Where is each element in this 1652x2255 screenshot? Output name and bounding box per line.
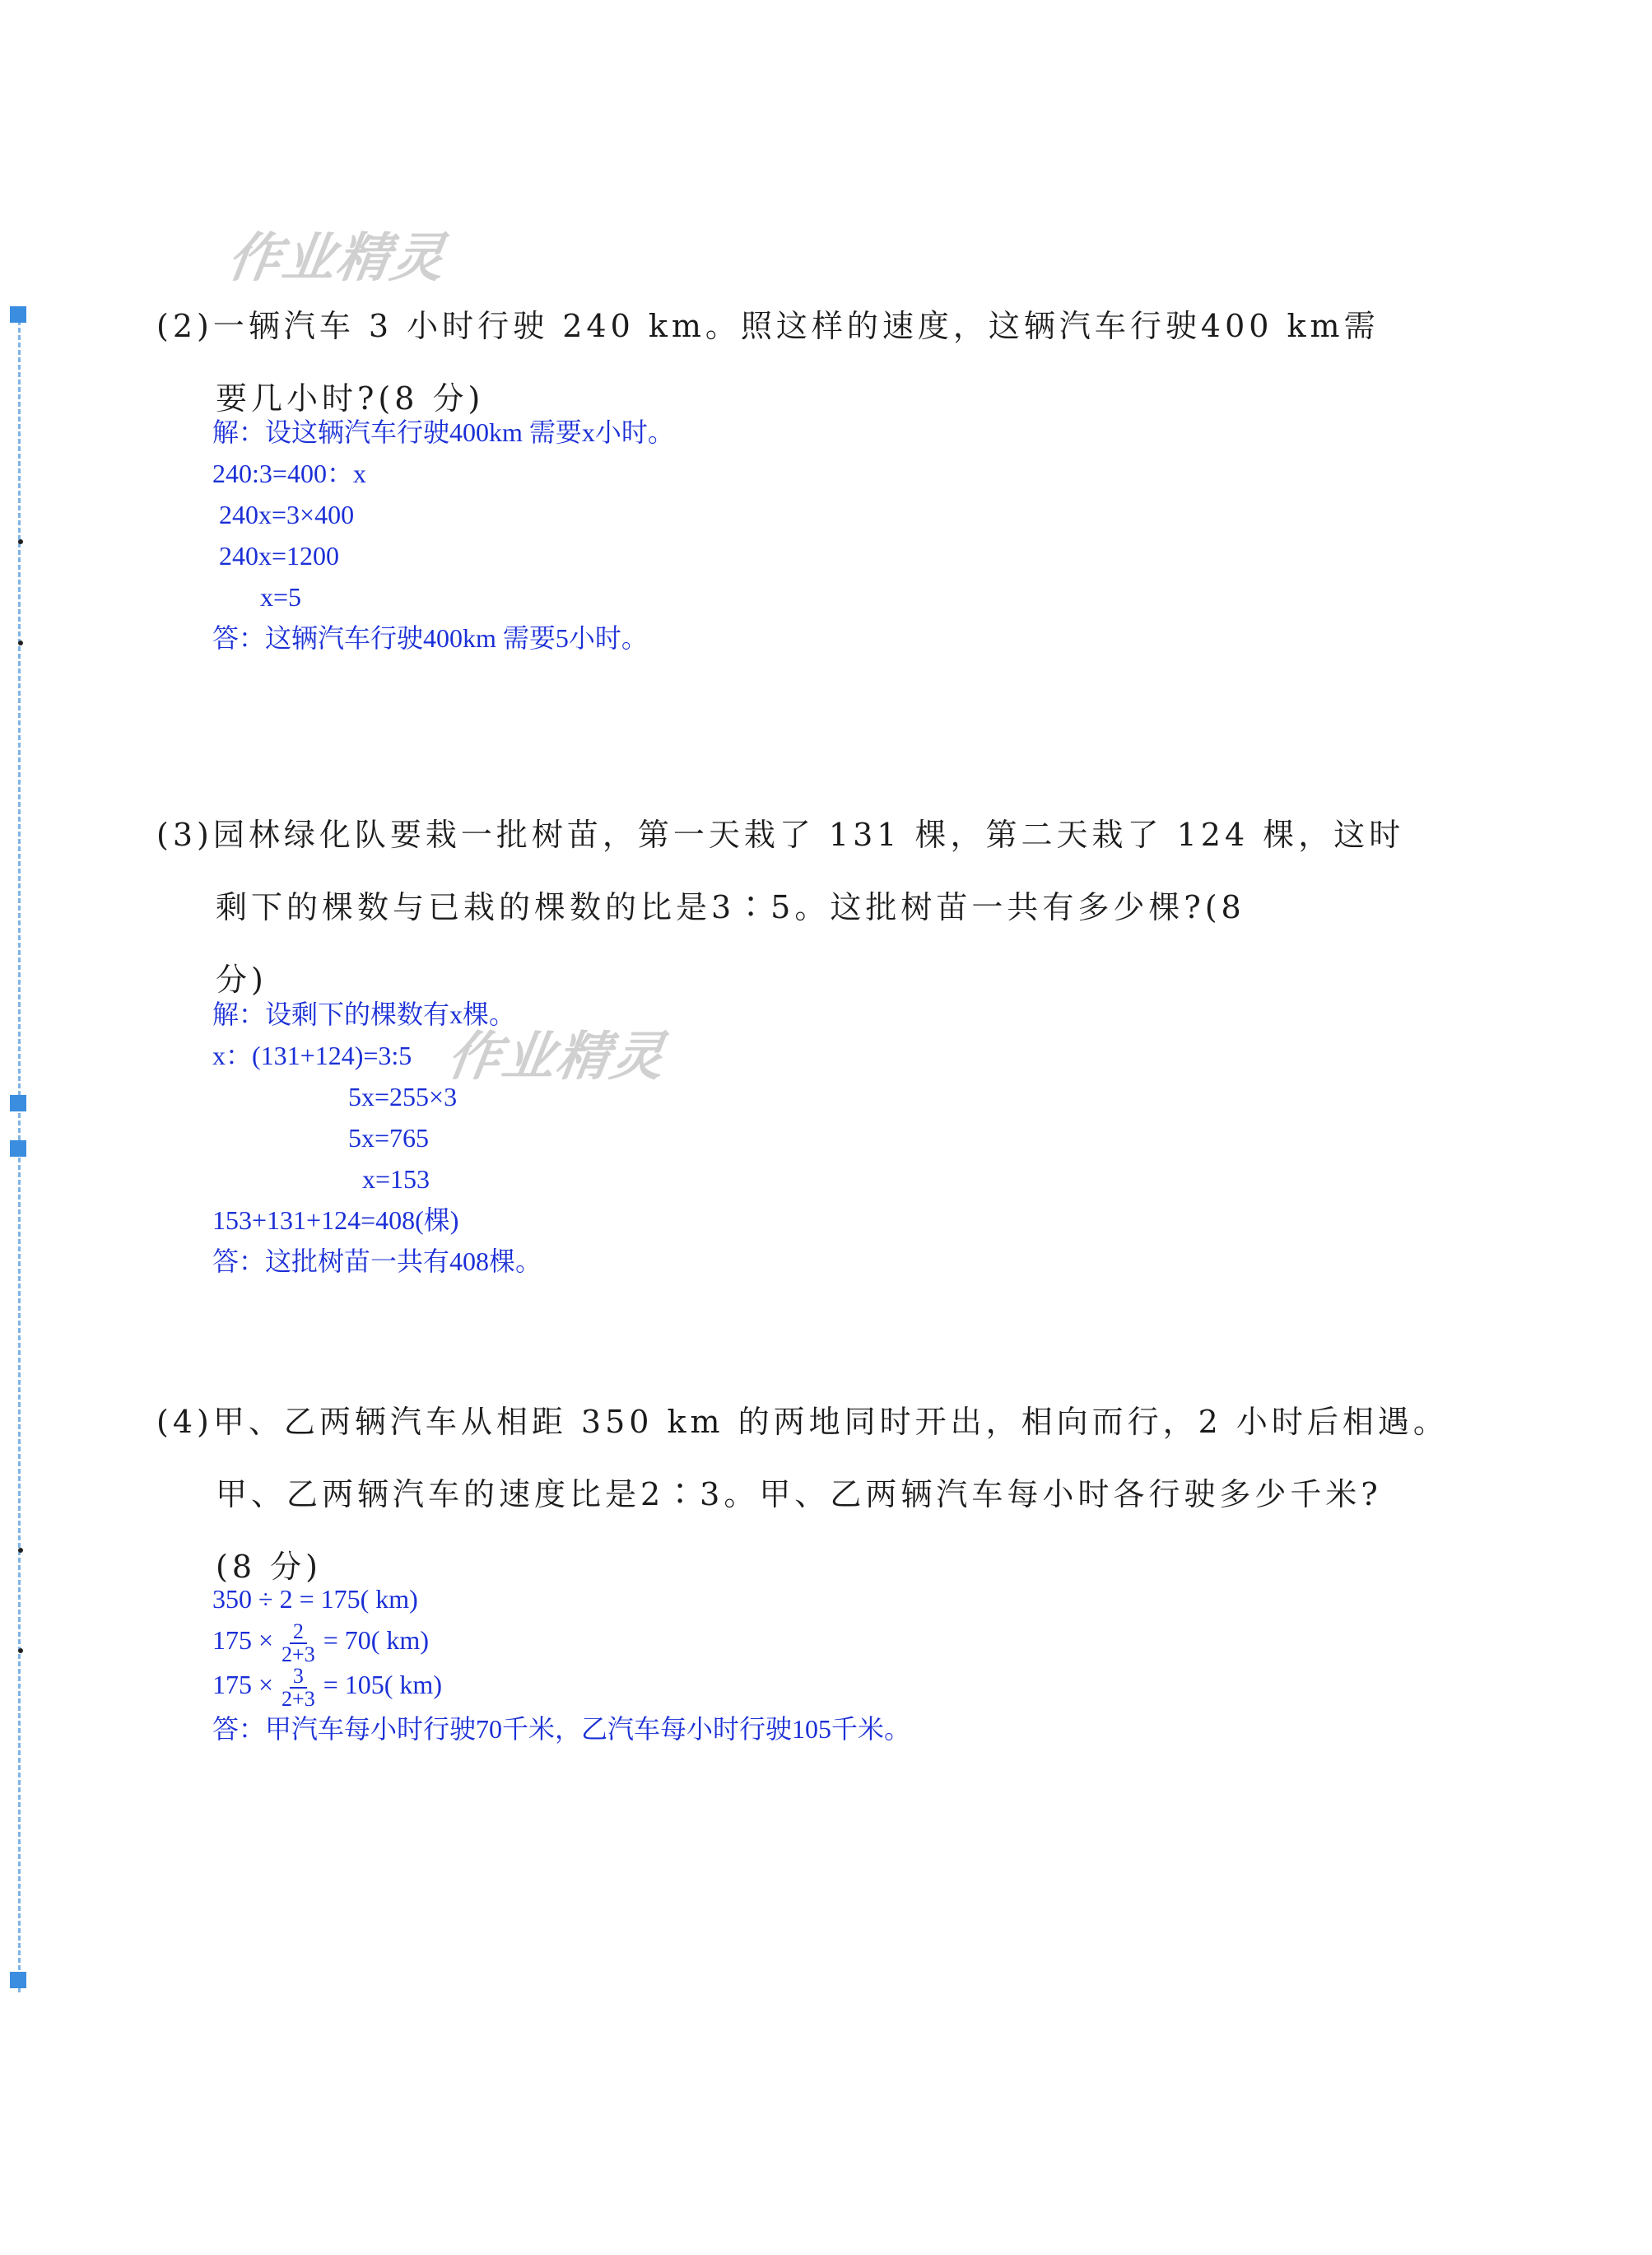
answer-4-step-3-tail: = 105( km) [323, 1670, 442, 1699]
question-2-line-1: (2)一辆汽车 3 小时行驶 240 km。照这样的速度，这辆汽车行驶400 km需 [156, 308, 1380, 344]
answer-4-step-3 [212, 1663, 910, 1711]
question-4 [156, 1386, 1449, 1603]
fraction [278, 1663, 319, 1711]
answer-4-step-2 [212, 1619, 910, 1664]
question-3-line-3: 分) [216, 962, 268, 998]
fraction-denominator: 2+3 [282, 1686, 315, 1711]
question-4-line-1: (4)甲、乙两辆汽车从相距 350 km 的两地同时开出，相向而行，2 小时后相遇。 [156, 1404, 1449, 1440]
answer-4-conclusion: 答：甲汽车每小时行驶70千米，乙汽车每小时行驶105千米。 [212, 1714, 911, 1744]
answer-3-step-1: x：(131+124)=3:5 [212, 1041, 412, 1070]
fraction-numerator: 2 [290, 1621, 307, 1644]
watermark: 作业精灵 [443, 1027, 670, 1088]
answer-2-step-3: 240x=1200 [219, 541, 340, 571]
answer-2 [212, 412, 674, 659]
question-4-line-3: (8 分) [216, 1549, 322, 1585]
answer-2-step-2: 240x=3×400 [219, 500, 355, 529]
question-2-line-2: 要几小时?(8 分) [216, 380, 485, 417]
binding-hole-dot [18, 1648, 23, 1653]
answer-4-step-1: 350 ÷ 2 = 175( km) [212, 1584, 418, 1614]
fraction-numerator: 3 [290, 1666, 307, 1689]
answer-2-step-4: x=5 [260, 582, 302, 612]
answer-4 [212, 1578, 910, 1749]
answer-4-step-2-tail: = 70( km) [323, 1625, 429, 1655]
binding-mark-icon [10, 306, 26, 323]
binding-hole-dot [18, 539, 23, 544]
answer-3-step-2: 5x=255×3 [348, 1082, 458, 1111]
answer-3-step-3: 5x=765 [348, 1123, 430, 1153]
answer-2-conclusion: 答：这辆汽车行驶400km 需要5小时。 [212, 623, 648, 653]
fraction-denominator: 2+3 [282, 1642, 315, 1666]
answer-2-step-1: 240:3=400：x [212, 459, 366, 488]
answer-4-step-3-lead: 175 × [212, 1670, 274, 1699]
binding-mark-icon [10, 1095, 26, 1111]
answer-3-setup: 解：设剩下的棵数有x棵。 [212, 999, 516, 1029]
answer-3-step-4: x=153 [362, 1164, 430, 1194]
binding-mark-icon [10, 1972, 26, 1988]
question-3 [156, 799, 1405, 1016]
fraction [278, 1621, 319, 1666]
question-3-line-1: (3)园林绿化队要栽一批树苗，第一天栽了 131 棵，第二天栽了 124 棵，这时 [156, 817, 1405, 853]
answer-3-conclusion: 答：这批树苗一共有408棵。 [212, 1246, 542, 1276]
answer-3 [212, 994, 542, 1282]
binding-hole-dot [18, 641, 23, 645]
question-4-line-2: 甲、乙两辆汽车的速度比是2∶3。甲、乙两辆汽车每小时各行驶多少千米? [216, 1476, 1382, 1512]
answer-3-step-5: 153+131+124=408(棵) [212, 1205, 459, 1235]
binding-hole-dot [18, 1548, 23, 1553]
answer-4-step-2-lead: 175 × [212, 1625, 274, 1655]
question-3-line-2: 剩下的棵数与已栽的棵数的比是3∶5。这批树苗一共有多少棵?(8 [216, 889, 1245, 925]
watermark: 作业精灵 [223, 228, 450, 289]
binding-mark-icon [10, 1140, 26, 1157]
answer-2-setup: 解：设这辆汽车行驶400km 需要x小时。 [212, 417, 674, 447]
